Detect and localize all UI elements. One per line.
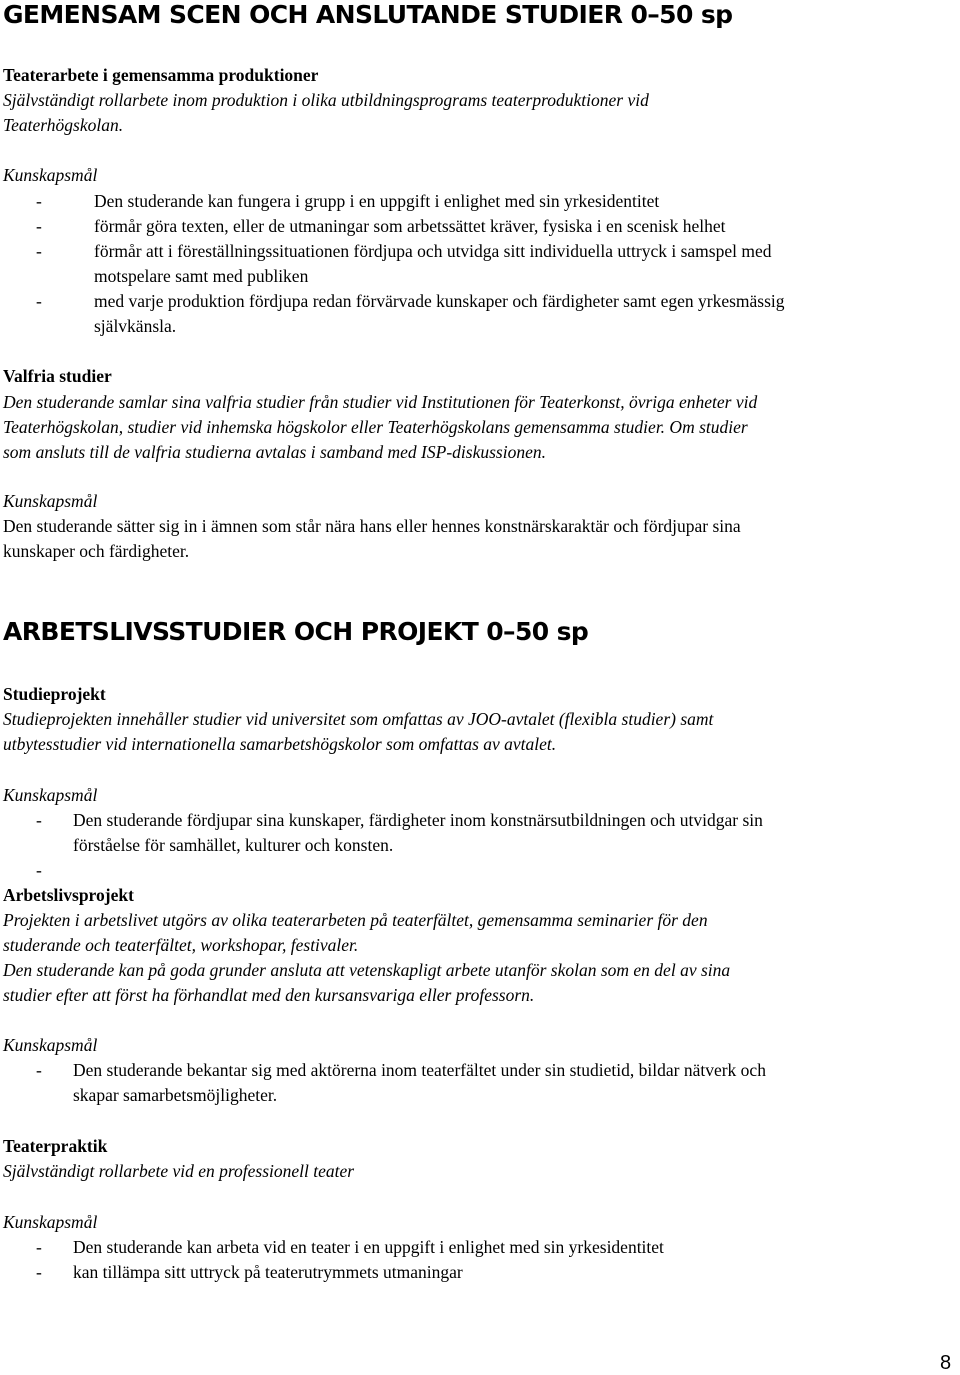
studieprojekt-text-line: Studieprojekten innehåller studier vid universitet som omfattas av JOO-avtalet (flexibla studier) samt	[3, 709, 714, 729]
list-item: förmår att i föreställningssituationen fördjupa och utvidga sitt individuella uttryck i samspel med	[94, 241, 772, 261]
list-item-continuation: självkänsla.	[94, 316, 177, 336]
list-dash: -	[36, 291, 42, 311]
list-dash-empty: -	[36, 860, 42, 880]
valfria-goal-line: kunskaper och färdigheter.	[3, 541, 190, 561]
teaterarbete-desc-line: Självständigt rollarbete inom produktion i olika utbildningsprograms teaterproduktioner vid	[3, 90, 649, 110]
list-item: Den studerande kan arbeta vid en teater i en uppgift i enlighet med sin yrkesidentitet	[73, 1237, 664, 1257]
kunskapsmal-label: Kunskapsmål	[3, 1035, 98, 1055]
subheading-valfria-studier: Valfria studier	[3, 366, 112, 386]
list-item: Den studerande kan fungera i grupp i en uppgift i enlighet med sin yrkesidentitet	[94, 191, 660, 211]
list-item: Den studerande fördjupar sina kunskaper, färdigheter inom konstnärsutbildningen och utvidgar sin	[73, 810, 763, 830]
teaterpraktik-text-line: Självständigt rollarbete vid en professionell teater	[3, 1161, 355, 1181]
list-item-continuation: motspelare samt med publiken	[94, 266, 309, 286]
kunskapsmal-label: Kunskapsmål	[3, 491, 98, 511]
list-item-continuation: förståelse för samhället, kulturer och konsten.	[73, 835, 394, 855]
valfria-text-line: Teaterhögskolan, studier vid inhemska högskolor eller Teaterhögskolans gemensamma studier. Om studier	[3, 417, 748, 437]
page-number: 8	[940, 1352, 952, 1374]
list-dash: -	[36, 241, 42, 261]
valfria-goal-line: Den studerande sätter sig in i ämnen som står nära hans eller hennes konstnärskaraktär och fördjupar sina	[3, 516, 741, 536]
list-dash: -	[36, 1060, 42, 1080]
list-dash: -	[36, 191, 42, 211]
subheading-arbetslivsprojekt: Arbetslivsprojekt	[3, 885, 134, 905]
arbetslivsprojekt-text-line: studier efter att först ha förhandlat med den kursansvariga eller professorn.	[3, 985, 535, 1005]
arbetslivsprojekt-text-line: Projekten i arbetslivet utgörs av olika teaterarbeten på teaterfältet, gemensamma seminarier för den	[3, 910, 708, 930]
list-item: Den studerande bekantar sig med aktörerna inom teaterfältet under sin studietid, bildar nätverk och	[73, 1060, 766, 1080]
teaterarbete-desc-line: Teaterhögskolan.	[3, 115, 124, 135]
valfria-text-line: Den studerande samlar sina valfria studier från studier vid Institutionen för Teaterkonst, övriga enheter vid	[3, 392, 758, 412]
section-heading-gemensam-scen: GEMENSAM SCEN OCH ANSLUTANDE STUDIER 0–50 sp	[3, 0, 733, 29]
list-dash: -	[36, 1262, 42, 1282]
kunskapsmal-label: Kunskapsmål	[3, 785, 98, 805]
list-dash: -	[36, 216, 42, 236]
valfria-text-line: som ansluts till de valfria studierna avtalas i samband med ISP-diskussionen.	[3, 442, 546, 462]
subheading-teaterarbete: Teaterarbete i gemensamma produktioner	[3, 65, 319, 85]
kunskapsmal-label: Kunskapsmål	[3, 1212, 98, 1232]
subheading-studieprojekt: Studieprojekt	[3, 684, 106, 704]
list-item: kan tillämpa sitt uttryck på teaterutrymmets utmaningar	[73, 1262, 463, 1282]
arbetslivsprojekt-text-line: Den studerande kan på goda grunder ansluta att vetenskapligt arbete utanför skolan som en del av sina	[3, 960, 731, 980]
studieprojekt-text-line: utbytesstudier vid internationella samarbetshögskolor som omfattas av avtalet.	[3, 734, 557, 754]
list-item: förmår göra texten, eller de utmaningar som arbetssättet kräver, fysiska i en scenisk helhet	[94, 216, 726, 236]
kunskapsmal-label: Kunskapsmål	[3, 165, 98, 185]
arbetslivsprojekt-text-line: studerande och teaterfältet, workshopar, festivaler.	[3, 935, 359, 955]
subheading-teaterpraktik: Teaterpraktik	[3, 1136, 108, 1156]
section-heading-arbetslivsstudier: ARBETSLIVSSTUDIER OCH PROJEKT 0–50 sp	[3, 617, 589, 646]
list-item-continuation: skapar samarbetsmöjligheter.	[73, 1085, 278, 1105]
list-dash: -	[36, 810, 42, 830]
list-dash: -	[36, 1237, 42, 1257]
list-item: med varje produktion fördjupa redan förvärvade kunskaper och färdigheter samt egen yrkesmässig	[94, 291, 785, 311]
